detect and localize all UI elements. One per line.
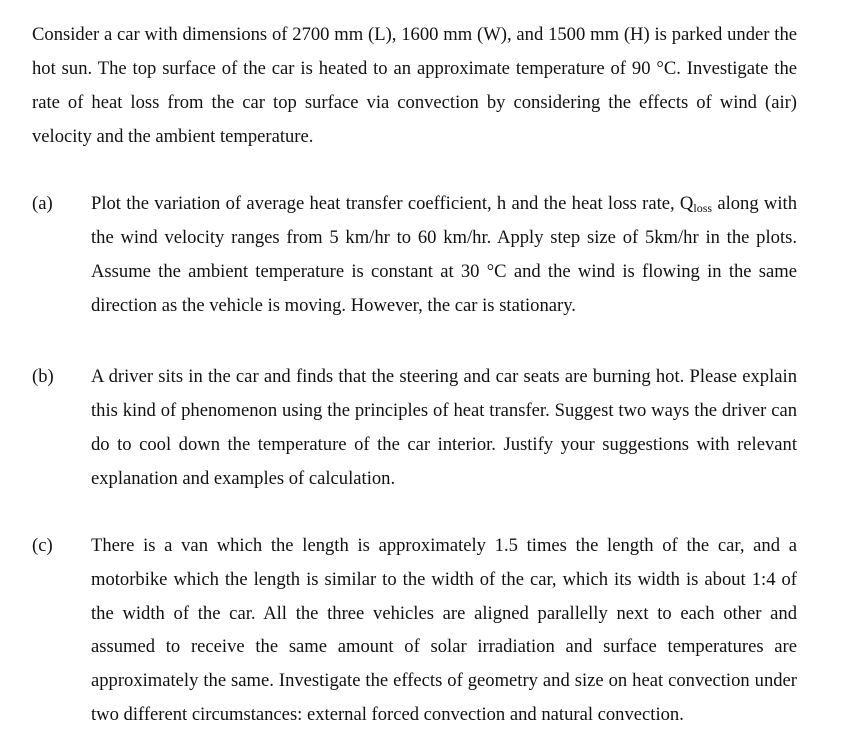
intro-paragraph: Consider a car with dimensions of 2700 mm (L), 1600 mm (W), and 1500 mm (H) is parked under the hot sun. The top surface of the car is heated to an approximate temperature of 90 °C. Investigate the rate of heat loss from the car top surface via convection by considering the effects of wind (air) velocity and the ambient temperature.: [32, 24, 797, 147]
part-a-text-before: Plot the variation of average heat transfer coefficient, h and the heat loss rate, Q: [91, 193, 694, 214]
q-loss-subscript: loss: [693, 201, 713, 215]
part-label-b: (b): [32, 366, 54, 387]
part-a-text-after: along with the wind velocity ranges from 5 km/hr to 60 km/hr. Apply step size of 5km/hr in the plots. Assume the ambient temperature is constant at 30 °C and the wind is flowing in the same direction as the vehicle is moving. However, the car is stationary.: [91, 193, 797, 316]
part-text-c: There is a van which the length is approximately 1.5 times the length of the car, and a motorbike which the length is similar to the width of the car, which its width is about 1:4 of the width of the car. All the three vehicles are aligned parallelly next to each other and assumed to receive the same amount of solar irradiation and surface temperatures are approximately the same. Investigate the effects of geometry and size on heat convection under two different circumstances: external forced convection and natural convection.: [91, 535, 797, 725]
part-label-c: (c): [32, 535, 53, 556]
part-text-b: A driver sits in the car and finds that the steering and car seats are burning hot. Please explain this kind of phenomenon using the principles of heat transfer. Suggest two ways the driver can do to cool down the temperature of the car interior. Justify your suggestions with relevant explanation and examples of calculation.: [91, 366, 797, 489]
part-label-a: (a): [32, 193, 53, 214]
part-text-a: [91, 187, 797, 323]
